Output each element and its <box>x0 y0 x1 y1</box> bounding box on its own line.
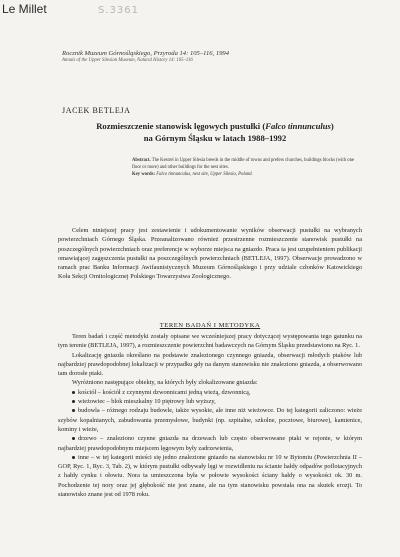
title-species: Falco tinnunculus <box>265 121 331 131</box>
bullet-dot-icon <box>72 437 75 440</box>
title-part-2: ) <box>330 121 334 131</box>
methods-paragraph: Teren badań i część metodyki zostały opisane we wcześniejszej pracy dotyczącej występowania tego gatunku na tym terenie (BETLEJA, 1997), a rozmieszczenie powierzchni badawczych na Górnym Śląsku przedstawiono na Ryc. 1. <box>58 333 362 350</box>
journal-citation: Rocznik Muzeum Górnośląskiego, Przyroda 14: 105–116, 1994 <box>62 50 230 57</box>
bullet-item <box>58 388 362 397</box>
bullet-item <box>58 453 362 499</box>
library-stamp: Le Millet <box>2 2 47 16</box>
article-title <box>70 120 360 144</box>
bullet-dot-icon <box>72 400 75 403</box>
bullet-item <box>58 397 362 406</box>
methods-paragraph: Lokalizację gniazda określano na podstawie znalezionego czynnego gniazda, obserwacji młodych ptaków lub najbardziej prawdopodobnej lokalizacji w przypadku gdy na danym stanowisku nie znaleziono gniazda, a obserwowano tam dorosłe ptaki. <box>58 351 362 378</box>
bullet-dot-icon <box>72 456 75 459</box>
keywords-label: Key words: <box>132 172 156 177</box>
bullet-item <box>58 406 362 434</box>
intro-section <box>58 226 362 282</box>
bullet-text: kościół – kościół z czynnymi dzwonnicami jedną wieżą, dzwonnicą, <box>78 388 251 396</box>
bullet-text: budowla – różnego rodzaju budowle, także wysokie, ale inne niż wieżowce. Do tej kategorii zaliczono: wieże szybów kopalnianych, zabudowania przemysłowe, budynki (np. szpitalne, szkolne, pocztowe, biurowe), kamienice, kominy i wieże, <box>58 407 362 433</box>
section-heading-text: TEREN BADAŃ I METODYKA <box>159 322 261 329</box>
intro-paragraph: Celem niniejszej pracy jest zestawienie i udokumentowanie wyników obserwacji pustułki na wybranych powierzchniach Górnego Śląska. Przeanalizowano również przestrzenne rozmieszczenie stanowisk pustułki na poszczególnych powierzchniach oraz preferencje w wyborze miejsca na gniazdo. Praca ta jest uzupełnieniem publikacji omawiającej zagęszczenia pustułki na poszczególnych powierzchniach (BETLEJA, 1997). Obserwacje prowadzono w ramach prac Banku Informacji Awifaunistycznych Muzeum Górnośląskiego i przy udziale członków Katowickiego Koła Sekcji Ornitologicznej Polskiego Towarzystwa Zoologicznego. <box>58 227 362 281</box>
abstract-block <box>132 157 354 178</box>
abstract-text: The Kestrel in Upper Silesia breeds in the middle of towns and prefers churches, buildings blocks (with one floor or more) and other buildings for the nest sites. <box>132 158 355 170</box>
bullet-item <box>58 434 362 453</box>
title-line-2: na Górnym Śląsku w latach 1988–1992 <box>143 133 287 143</box>
keywords-text: Falco tinnunculus, nest site, Upper Silesia, Poland. <box>156 172 253 177</box>
bullet-dot-icon <box>72 409 75 412</box>
pencil-catalog-note: S.3361 <box>98 5 139 16</box>
bullet-text: inne – w tej kategorii mieści się jedno znalezione gniazdo na stanowisku nr 10 w Bytomiu (Powierzchnia II – GOP, Ryc. 1, Ryc. 3, Tab. 2), w którym pustułki odbywały lęgi w rozwidleniu na ścianie hałdy odpadów poflotacyjnych z hałdy cynku i ołowiu. Nora ta umieszczona była w połowie wysokości ściany hałdy o wysokości ok. 30 m. Pochodzenie tej nory oraz jej głębokość nie jest znane, ale na tym stanowisku powstała ona na skutek erozji. To stanowisko znane jest od 1978 roku. <box>58 453 362 499</box>
methods-section <box>58 332 362 499</box>
section-heading <box>58 322 362 329</box>
journal-header <box>62 50 362 63</box>
methods-paragraph: Wyróżniono następujące obiekty, na których były zlokalizowane gniazda: <box>72 379 258 387</box>
abstract-label: Abstract. <box>132 158 151 163</box>
bullet-dot-icon <box>72 391 75 394</box>
author-name: JACEK BETLEJA <box>62 106 131 115</box>
bullet-text: wieżowiec – blok mieszkalny 10 piętrowy lub wyższy, <box>78 398 216 406</box>
bullet-text: drzewo – znaleziono czynne gniazda na drzewach lub często obserwowane ptaki w rejonie, w którym najbardziej prawdopodobnym miejscem lęgowym były zadrzewienia, <box>58 435 362 452</box>
title-part-1: Rozmieszczenie stanowisk lęgowych pustułki ( <box>96 121 266 131</box>
journal-subtitle: Annals of the Upper Silesian Museum, Natural History 14: 105–116 <box>62 58 193 63</box>
